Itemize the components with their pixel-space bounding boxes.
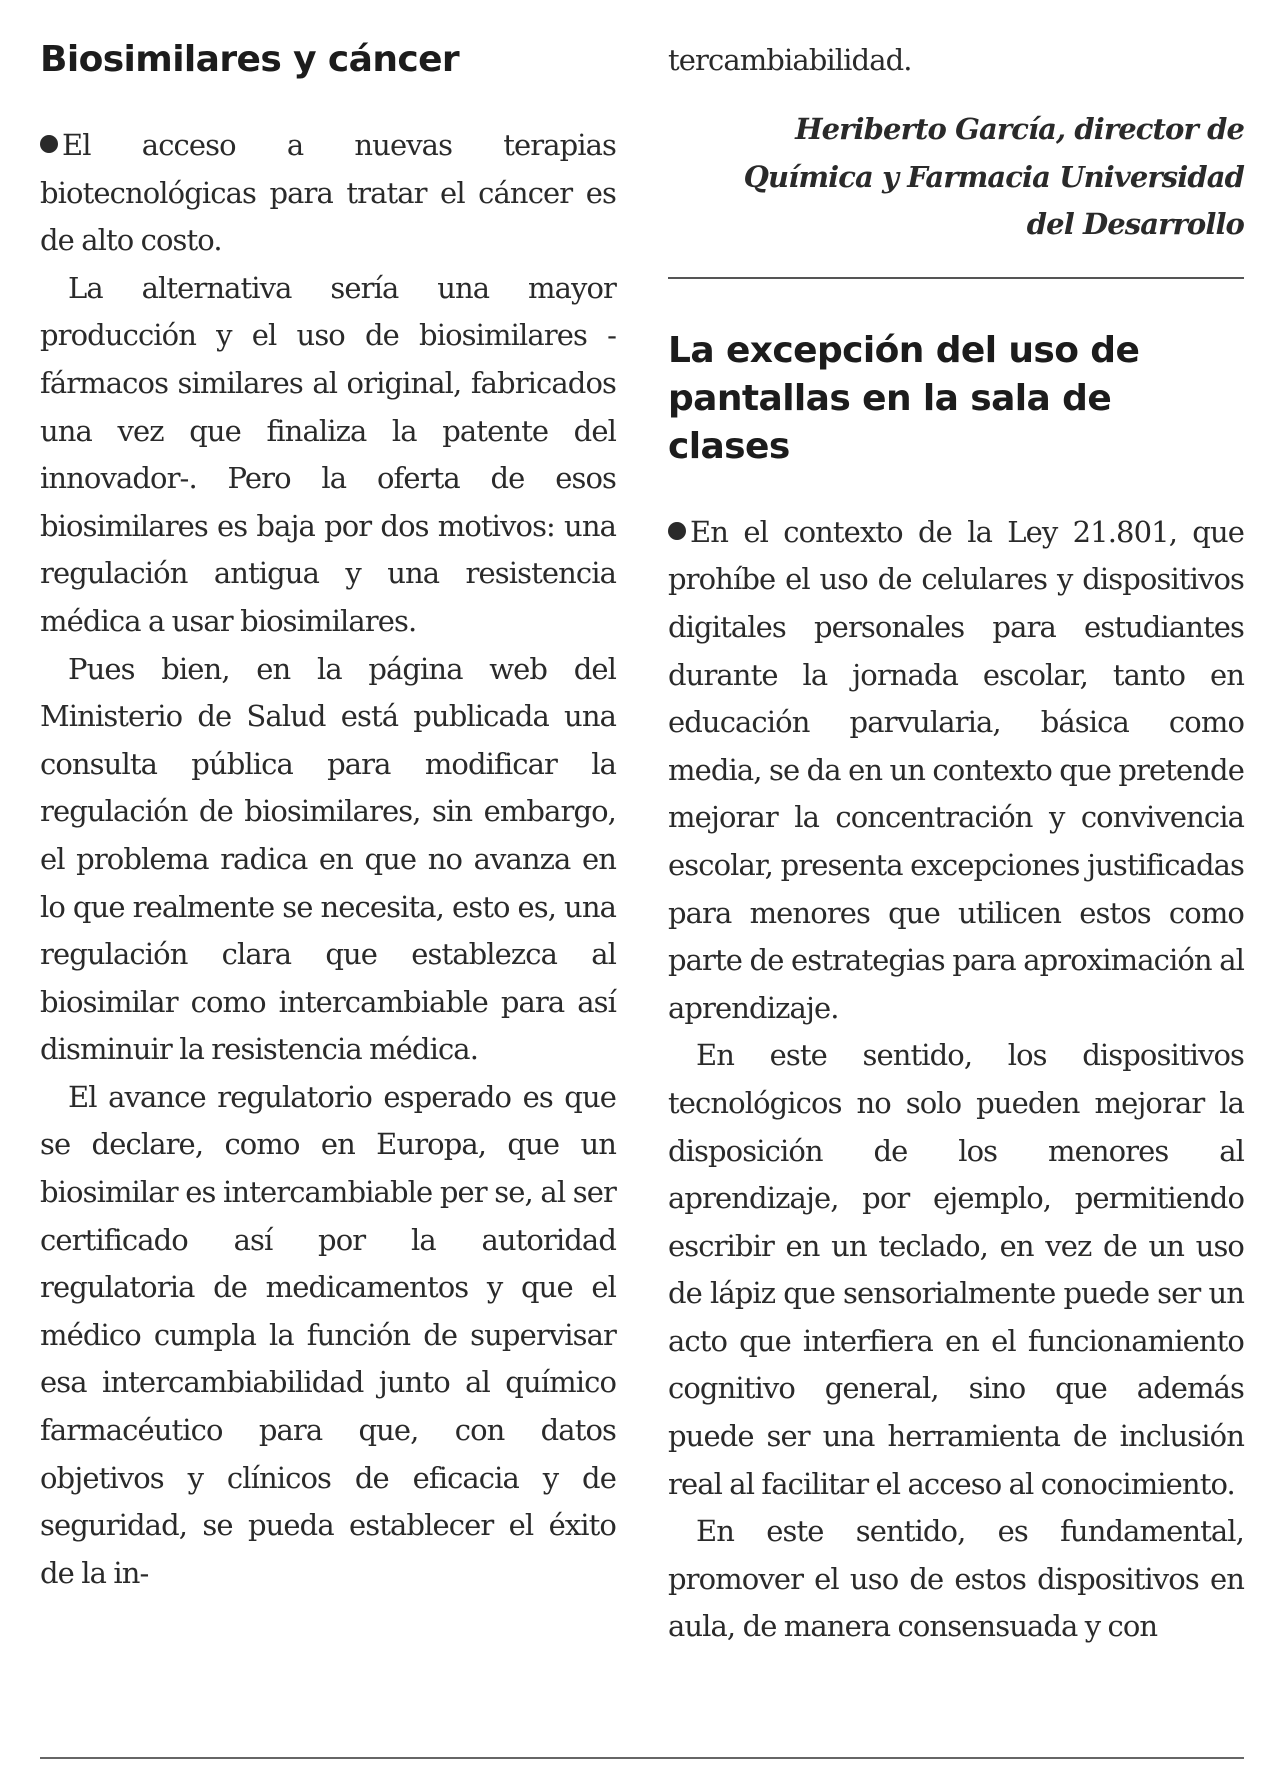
signature-line: del Desarrollo [1026, 207, 1244, 242]
article-paragraph: Pues bien, en la página web del Ministerio de Salud está publicada una consulta pública para modificar la regulación de biosimilares, sin embargo, el problema radica en que no avanza en lo que realmente se necesita, esto es, una regulación clara que establezca al biosimilar como intercambiable para así disminuir la resistencia médica. [40, 651, 616, 1067]
article-title: La excepción del uso de pantallas en la sala de clases [668, 329, 1140, 467]
article-paragraph: En el contexto de la Ley 21.801, que prohíbe el uso de celulares y dispositivos digitales personales para estudiantes durante la jornada escolar, tanto en educación parvularia, básica como media, se da en un contexto que pretende mejorar la concentración y convivencia escolar, presenta excepciones justificadas para menores que utilicen estos como parte de estrategias para aproximación al aprendizaje. [668, 514, 1244, 1025]
article-title: Biosimilares y cáncer [40, 39, 460, 80]
article-paragraph: El acceso a nuevas terapias biotecnológicas para tratar el cáncer es de alto costo. [40, 128, 616, 258]
bullet-icon [668, 522, 686, 540]
article-paragraph: El avance regulatorio esperado es que se declare, como en Europa, que un biosimilar es intercambiable per se, al ser certificado así por la autoridad regulatoria de medicamentos y que el médico cumpla la función de supervisar esa intercambiabilidad junto al químico farmacéutico para que, con datos objetivos y clínicos de eficacia y de seguridad, se pueda establecer el éxito de la in- [40, 1079, 616, 1590]
article-paragraph: En este sentido, los dispositivos tecnológicos no solo pueden mejorar la disposición de los menores al aprendizaje, por ejemplo, permitiendo escribir en un teclado, en vez de un uso de lápiz que sensorialmente puede ser un acto que interfiera en el funcionamiento cognitivo general, sino que además puede ser una herramienta de inclusión real al facilitar el acceso al conocimiento. [668, 1038, 1244, 1501]
signature-line: Heriberto García, director de [795, 112, 1244, 146]
author-signature [668, 106, 1244, 249]
right-column [668, 36, 1244, 1651]
article-body [668, 509, 1244, 1651]
article-biosimilares [40, 36, 616, 1597]
page-bottom-rule [40, 1757, 1244, 1759]
article-continuation: tercambiabilidad. [668, 43, 912, 77]
article-paragraph: En este sentido, es fundamental, promover el uso de estos dispositivos en aula, de manera consensuada y con [668, 1514, 1244, 1644]
signature-line: Química y Farmacia Universidad [743, 159, 1244, 194]
article-body [40, 122, 616, 1597]
article-paragraph: La alternativa sería una mayor producción y el uso de biosimilares -fármacos similares al original, fabricados una vez que finaliza la patente del innovador-. Pero la oferta de esos biosimilares es baja por dos motivos: una regulación antigua y una resistencia médica a usar biosimilares. [40, 270, 616, 638]
article-pantallas [668, 327, 1244, 1651]
bullet-icon [40, 135, 58, 153]
